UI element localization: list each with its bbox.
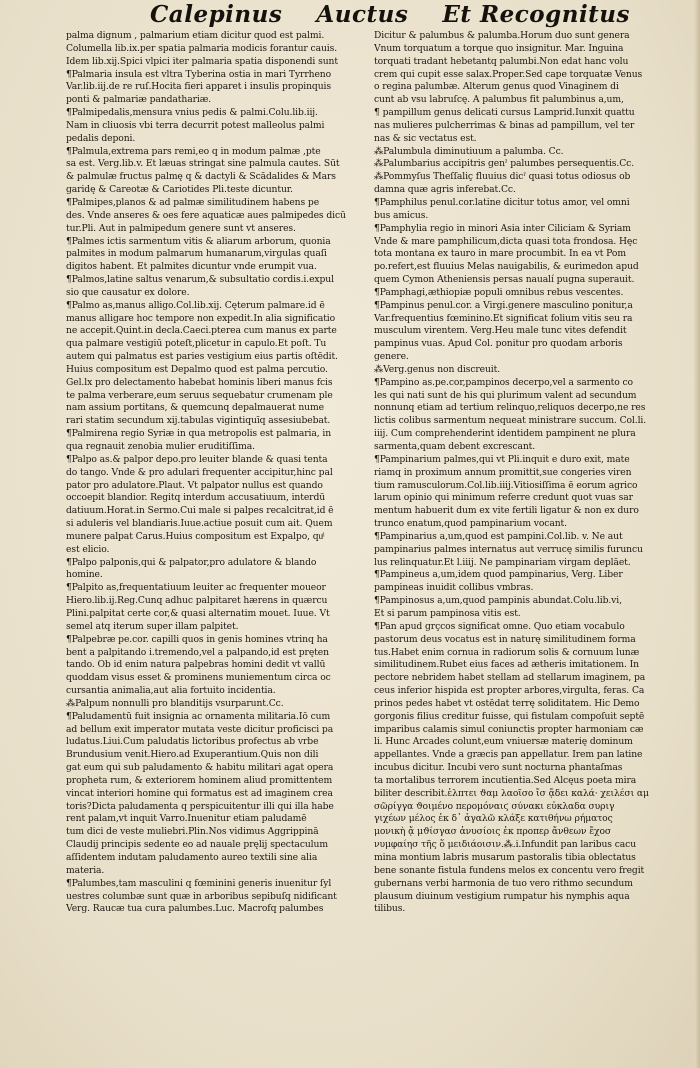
text-line: rari statim secundum xij.tabulas vigintiquīq assesiubebat.	[66, 415, 331, 427]
text-line: ¶Pampino as.pe.cor,pampinos decerpo,vel a sarmento co	[374, 376, 633, 388]
right-column	[374, 30, 682, 916]
text-line: sio que causatur ex dolore.	[66, 286, 190, 298]
text-line: toris?Dicta paludamenta q perspicuitentur illi qui illa habe	[66, 800, 334, 812]
text-line: Vnde & mare pamphilicum,dicta quasi tota frondosa. Hęc	[374, 235, 638, 247]
text-line: ¶Palmos,latine saltus venarum,& subsultatio cordis.i.expul	[66, 274, 334, 286]
text-line: riamq in proximum annum promittit,sue congeries viren	[374, 466, 632, 478]
text-line: ta mortalibus terrorem incutientia.Sed Alcęus poeta mira	[374, 774, 637, 786]
text-line: rent palam,vt inquit Varro.Inuenitur etiam paludamē	[66, 813, 307, 825]
text-line: nas mulieres pulcherrimas & binas ad pampillum, vel ter	[374, 119, 635, 131]
text-line: materia.	[66, 864, 105, 876]
text-line: sa est. Verg.lib.v. Et læuas stringat sine palmula cautes. Sūt	[66, 158, 340, 170]
text-line: lus relinquatur.Et l.iiij. Ne pampinariam virgam deplāet.	[374, 556, 631, 568]
text-line: genere.	[374, 351, 409, 363]
text-line: semel atq iterum super illam palpitet.	[66, 620, 239, 632]
text-line: autem qui palmatus est paries vestigium eius partis oſtēdit.	[66, 351, 338, 363]
text-line: tur.Pli. Aut in palmipedum genere sunt vt anseres.	[66, 222, 296, 234]
text-line: gat eum qui sub paludamento & habitu militari agat opera	[66, 762, 334, 774]
text-line: prinos pedes habet vt ostēdat terrę soliditatem. Hic Demo	[374, 697, 640, 709]
running-header	[150, 0, 630, 28]
text-line: cursantia animalia,aut alia fortuito incidentia.	[66, 685, 276, 697]
text-line: gubernans verbi harmonia de tuo vero rithmo secundum	[374, 877, 633, 889]
text-line: ¶Pan apud grçcos significat omne. Quo etiam vocabulo	[374, 620, 625, 632]
text-line: pampineas inuidit collibus vmbras.	[374, 582, 534, 594]
text-line: pectore nebridem habet stellam ad stellarum imaginem, pa	[374, 672, 646, 684]
left-column	[66, 30, 374, 916]
text-line: Hiero.lib.ij.Reg.Cunq adhuc palpitaret hærens in quærcu	[66, 595, 328, 607]
text-line: ¶Pamphilus penul.cor.latine dicitur totus amor, vel omni	[374, 196, 630, 208]
text-line: ⁂Palumbarius accipitris genˀ palumbes persequentis.Cc.	[374, 158, 635, 170]
text-line: ¶Palmaria insula est vltra Tyberina ostia in mari Tyrrheno	[66, 68, 332, 80]
text-line: crem qui cupit esse salax.Proper.Sed cape torquatæ Venus	[374, 68, 643, 80]
text-line: Et si parum pampinosa vitis est.	[374, 607, 521, 619]
text-line: vincat interiori homine qui formatus est ad imaginem crea	[66, 787, 333, 799]
text-line: pator pro adulatore.Plaut. Vt palpator nullus est quando	[66, 479, 323, 491]
text-line: po.refert,est fluuius Melas nauigabilis, & eurimedon apud	[374, 261, 639, 273]
text-line: Idem lib.xij.Spici vlpici iter palmaria spatia disponendi sunt	[66, 55, 338, 67]
text-line: ¶Pampinus penul.cor. a Virgi.genere masculino ponitur,a	[374, 299, 633, 311]
text-line: Gel.lx pro delectamento habebat hominis liberi manus fcis	[66, 376, 333, 388]
text-line: est elicio.	[66, 543, 110, 555]
text-line: ¶Pampinosus a,um,quod pampinis abundat.Colu.lib.vi,	[374, 595, 622, 607]
text-line: ¶Palpo palponis,qui & palpator,pro adulatore & blando	[66, 556, 317, 568]
text-line: Verg. Raucæ tua cura palumbes.Luc. Macrofq palumbes	[66, 903, 324, 915]
text-line: ad bellum exit imperator mutata veste dicitur proficisci pa	[66, 723, 334, 735]
text-line: gorgonis filius creditur fuisse, qui fistulam compoſuit septē	[374, 710, 645, 722]
text-line: nam assium portitans, & quemcunq depalmauerat nume	[66, 402, 324, 414]
text-line: ¶Palmula,extrema pars remi,eo q in modum palmæ ,pte	[66, 145, 321, 157]
text-line: si aduleris vel blandiaris.Iuue.actiue posuit cum ait. Quem	[66, 518, 333, 530]
header-center: Auctus	[316, 1, 409, 28]
text-line: Var.frequentius fœminino.Et significat folium vitis seu ra	[374, 312, 633, 324]
text-line: nonnunq etiam ad tertium relinquo,reliquos decerpo,ne res	[374, 402, 646, 414]
text-line: ⁂Palpum nonnulli pro blanditijs vsurparunt.Cc.	[66, 697, 284, 709]
text-line: ¶Palmes ictis sarmentum vitis & aliarum arborum, quonia	[66, 235, 331, 247]
text-line: cunt ab vsu labruſcę. A palumbus fit palumbinus a,um,	[374, 94, 624, 106]
text-line: Huius compositum est Depalmo quod est palma percutio.	[66, 363, 328, 375]
text-line: des. Vnde anseres & oes fere aquaticæ aues palmipedes dicū	[66, 209, 346, 221]
text-line: ¶Palmo as,manus alligo.Col.lib.xij. Cęterum palmare.id ē	[66, 299, 325, 311]
text-line: Dicitur & palumbus & palumba.Horum duo sunt genera	[374, 30, 630, 41]
text-line: ne accepit.Quint.in decla.Caeci.pterea cum manus ex parte	[66, 325, 337, 337]
text-line: γιχέων μέλος ἐκ δ᾽ ἀγαλῶ κλάξε κατιθήνω ρήματος	[374, 813, 613, 825]
text-line: appellantes. Vnde a græcis pan appellatur. Irem pan latine	[374, 749, 643, 761]
text-line: les qui nati sunt de his qui plurimum valent ad secundum	[374, 389, 637, 401]
text-line: manus alligare hoc tempore non expedit.In alia significatio	[66, 312, 336, 324]
text-line: ¶Palpebræ pe.cor. capilli quos in genis homines vtrinq ha	[66, 633, 328, 645]
text-line: ¶Palumbes,tam masculini q fœminini generis inuenitur ſyl	[66, 877, 332, 889]
text-line: biliter describit.ἐλπτει ϑαμ λαοῖσο ἴσ ᾄδει καλά· χειλέσι αμ	[374, 787, 649, 799]
text-line: ⁂Palumbula diminutiuum a palumba. Cc.	[374, 145, 564, 157]
text-line: quoddam visus esset & prominens muniementum circa oc	[66, 672, 331, 684]
header-left: Calepinus	[150, 1, 283, 28]
text-line: tota montana ex tauro in mare procumbit. In ea vt Pom	[374, 248, 626, 260]
text-line: ludatus.Liui.Cum paludatis lictoribus profectus ab vrbe	[66, 736, 319, 748]
text-line: ¶ pampillum genus delicati cursus Lamprid.Iunxit quattu	[374, 107, 635, 119]
text-line: ceus inferior hispida est propter arbores,virgulta, feras. Ca	[374, 685, 645, 697]
text-line: bus amicus.	[374, 209, 429, 221]
text-line: ¶Pampineus a,um,idem quod pampinarius, Verg. Liber	[374, 569, 623, 581]
text-line: garidę & Careotæ & Cariotides Pli.teste dicuntur.	[66, 184, 293, 196]
text-line: quem Cymon Atheniensis persas naualí pugna superauit.	[374, 274, 635, 286]
text-line: ponti & palmariæ pandathariæ.	[66, 94, 212, 106]
text-line: uestres columbæ sunt quæ in arboribus sepibuſq nidificant	[66, 890, 337, 902]
text-line: o regina palumbæ. Alterum genus quod Vinaginem di	[374, 81, 619, 93]
text-line: ¶Palmipedalis,mensura vnius pedis & palmi.Colu.lib.iij.	[66, 107, 318, 119]
text-line: tus.Habet enim cornua in radiorum solis & cornuum lunæ	[374, 646, 640, 658]
text-line: Brundusium venit.Hiero.ad Exuperantium.Quis non dili	[66, 749, 319, 761]
text-line: qua palmare vestigiū poteſt,plicetur in capulo.Et poſt. Tu	[66, 338, 327, 350]
text-line: bent a palpitando i.tremendo,vel a palpando,id est pręten	[66, 646, 329, 658]
text-line: ¶Palmipes,planos & ad palmæ similitudinem habens pe	[66, 196, 320, 208]
text-line: tum dici de veste muliebri.Plin.Nos vidimus Aggrippinā	[66, 826, 319, 838]
text-line: Columella lib.ix.per spatia palmaria modicis forantur cauis.	[66, 42, 338, 54]
text-line: νυμφαίησ τῆς ὅ μειδιάοισιν.⁂.i.Infundit pan laribus cacu	[374, 839, 637, 851]
text-line: imparibus calamis simul coniunctis propter harmoniam cæ	[374, 723, 644, 735]
text-line: datiuum.Horat.in Sermo.Cui male si palpes recalcitrat,id ē	[66, 505, 334, 517]
text-line: larum opinio qui minimum referre credunt quot vuas sar	[374, 492, 633, 504]
text-line: musculum virentem. Verg.Heu male tunc vites defendit	[374, 325, 627, 337]
text-line: similitudinem.Rubet eius faces ad ætheris imitationem. In	[374, 659, 639, 671]
text-line: nas & sic vectatus est.	[374, 132, 477, 144]
text-line: Claudij principis sedente eo ad nauale pręlij spectaculum	[66, 839, 328, 851]
text-line: Nam in cliuosis vbi terra decurrit potest malleolus palmi	[66, 119, 325, 131]
text-line: sarmenta,quam debent excrescant.	[374, 441, 536, 452]
text-line: pastorum deus vocatus est in naturę similitudinem forma	[374, 633, 636, 645]
text-line: tium ramusculorum.Col.lib.iiij.Vitiosiſſima ē eorum agrico	[374, 479, 638, 491]
text-line: ¶Pamphagi,æthiopiæ populi omnibus rebus vescentes.	[374, 286, 624, 298]
text-line: μονικὴ ᾄ μϑίσγασ ἀνυσίοις ἐκ προπερ ἄνθεων ἔχοσ	[374, 826, 612, 838]
text-line: pampinus vuas. Apud Col. ponitur pro quodam arboris	[374, 338, 623, 350]
text-line: σῶρίγγα ϑοιμένο περομόναιϛ σύνακι εὐκλαδα συριγ	[374, 800, 615, 812]
text-line: propheta rum, & exteriorem hominem aliud promittentem	[66, 774, 333, 786]
text-line: trunco enatum,quod pampinarium vocant.	[374, 518, 567, 530]
text-line: ¶Palmirena regio Syriæ in qua metropolis est palmaria, in	[66, 428, 332, 440]
text-line: ⁂Verg.genus non discreuit.	[374, 363, 501, 375]
text-line: do tango. Vnde & pro adulari frequenter accipitur,hinc pal	[66, 466, 333, 478]
header-right: Et Recognitus	[442, 1, 630, 28]
text-line: ¶Pampinarius a,um,quod est pampini.Col.lib. v. Ne aut	[374, 530, 623, 542]
text-line: aſſidentem indutam paludamento aureo textili sine alia	[66, 852, 318, 863]
text-line: pedalis deponi.	[66, 132, 136, 144]
text-line: homine.	[66, 569, 103, 581]
text-line: li. Hunc Arcades colunt,eum vniuersæ materię dominum	[374, 736, 633, 748]
text-line: Var.lib.iij.de re ruſ.Hocita fieri apparet i insulis propinquis	[66, 81, 331, 93]
text-line: Plini.palpitat certe cor,& quasi alternatim mouet. Iuue. Vt	[66, 607, 330, 619]
text-line: pampinarius palmes internatus aut verrucę similis furuncu	[374, 543, 643, 555]
text-line: mentum habuerit dum ex vite fertili ligatur & non ex duro	[374, 505, 639, 517]
text-line: ¶Palpo as.& palpor depo.pro leuiter blande & quasi tenta	[66, 453, 328, 465]
text-line: ⁂Pommyſus Theſſaliç fluuius dicˀ quasi totus odiosus ob	[374, 171, 631, 183]
text-line: occoepit blandior. Regitq interdum accusatiuum, interdū	[66, 492, 326, 504]
text-line: & palmulæ fructus palmę q & dactyli & Scādalides & Mars	[66, 171, 336, 183]
text-line: ¶Pamphylia regio in minori Asia inter Ciliciam & Syriam	[374, 222, 631, 234]
text-line: lictis colibus sarmentum nequeat ministrare succum. Col.li.	[374, 415, 647, 427]
text-line: mina montium labris musarum pastoralis tibia oblectatus	[374, 852, 636, 863]
text-line: torquati tradant hebetantq palumbi.Non edat hanc volu	[374, 55, 629, 67]
text-line: incubus dicitur. Incubi vero sunt nocturna phantaſmas	[374, 762, 623, 774]
text-line: ¶Pampinarium palmes,qui vt Pli.inquit e duro exit, mate	[374, 453, 630, 465]
text-line: Vnum torquatum a torque quo insignitur. Mar. Inguina	[374, 42, 624, 54]
text-line: munere palpat Carus.Huius compositum est Expalpo, quͩ	[66, 530, 324, 542]
text-line: ¶Palpito as,frequentatiuum leuiter ac frequenter moueor	[66, 582, 326, 594]
text-line: qua regnauit zenobia mulier eruditiſſima.	[66, 441, 255, 452]
text-line: iiij. Cum comprehenderint identidem pampinent ne plura	[374, 428, 636, 440]
text-line: damna quæ agris inferebat.Cc.	[374, 184, 516, 196]
text-line: bene sonante fistula fundens melos ex concentu vero fregit	[374, 864, 645, 876]
text-line: ¶Paludamentū fuit insignia ac ornamenta militaria.Iō cum	[66, 710, 331, 722]
text-line: tando. Ob id enim natura palpebras homini dedit vt vallū	[66, 659, 326, 671]
text-line: palma dignum , palmarium etiam dicitur quod est palmi.	[66, 30, 325, 41]
text-line: digitos habent. Et palmites dicuntur vnde erumpit vua.	[66, 261, 317, 273]
text-line: tilibus.	[374, 903, 406, 915]
text-line: palmites in modum palmarum humanarum,virgulas quaſi	[66, 248, 327, 260]
page-edge	[694, 0, 700, 1068]
text-line: plausum diuinum vestigium rumpatur his nymphis aqua	[374, 890, 630, 902]
text-line: te palma verberare,eum seruus sequebatur crumenam ple	[66, 389, 333, 401]
